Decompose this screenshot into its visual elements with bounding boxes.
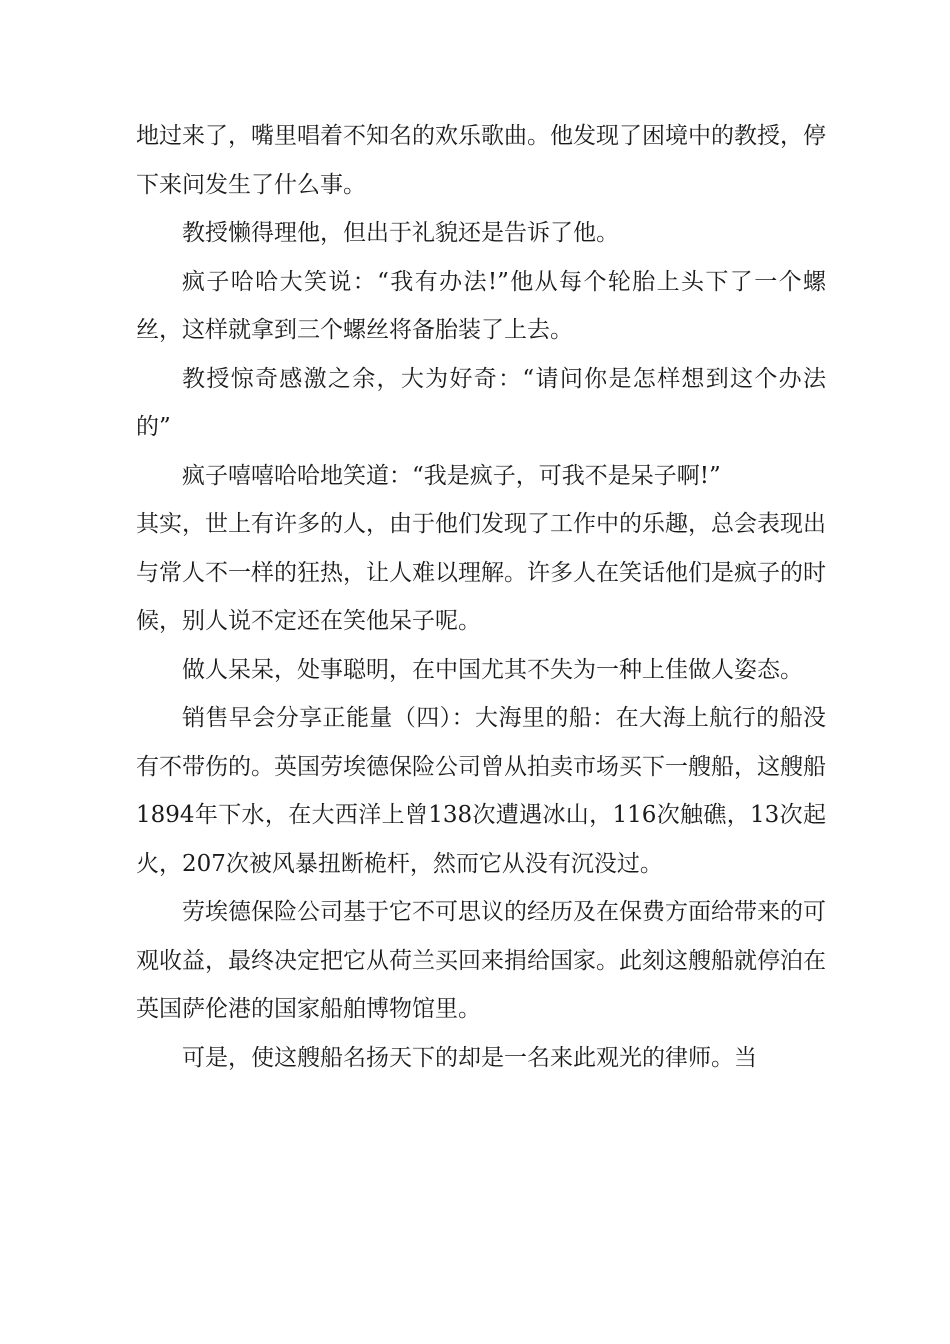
- paragraph-1: 地过来了，嘴里唱着不知名的欢乐歌曲。他发现了困境中的教授，停下来问发生了什么事。: [136, 123, 826, 198]
- paragraph-9: 劳埃德保险公司基于它不可思议的经历及在保费方面给带来的可观收益，最终决定把它从荷兰买回来捐给国家。此刻这艘船就停泊在英国萨伦港的国家船舶博物馆里。: [136, 899, 826, 1022]
- paragraph-2: 教授懒得理他，但出于礼貌还是告诉了他。: [182, 220, 619, 246]
- paragraph-10: 可是，使这艘船名扬天下的却是一名来此观光的律师。当: [182, 1044, 757, 1071]
- paragraph-4: 教授惊奇感激之余，大为好奇：“请问你是怎样想到这个办法的”: [136, 365, 826, 440]
- paragraph-7: 做人呆呆，处事聪明，在中国尤其不失为一种上佳做人姿态。: [182, 656, 803, 683]
- paragraph-3: 疯子哈哈大笑说：“我有办法!”他从每个轮胎上头下了一个螺丝，这样就拿到三个螺丝将备胎装了上去。: [136, 268, 826, 343]
- paragraph-8: 销售早会分享正能量（四）：大海里的船：在大海上航行的船没有不带伤的。英国劳埃德保险公司曾从拍卖市场买下一艘船，这艘船1894年下水，在大西洋上曾138次遭遇冰山，116次触礁，13次起火，207次被风暴扭断桅杆，然而它从没有沉没过。: [136, 705, 826, 877]
- paragraph-5: 疯子嘻嘻哈哈地笑道：“我是疯子，可我不是呆子啊!”: [182, 462, 721, 489]
- document-body: [136, 112, 826, 1082]
- paragraph-6: 其实，世上有许多的人，由于他们发现了工作中的乐趣，总会表现出与常人不一样的狂热，让人难以理解。许多人在笑话他们是疯子的时候，别人说不定还在笑他呆子呢。: [136, 511, 826, 634]
